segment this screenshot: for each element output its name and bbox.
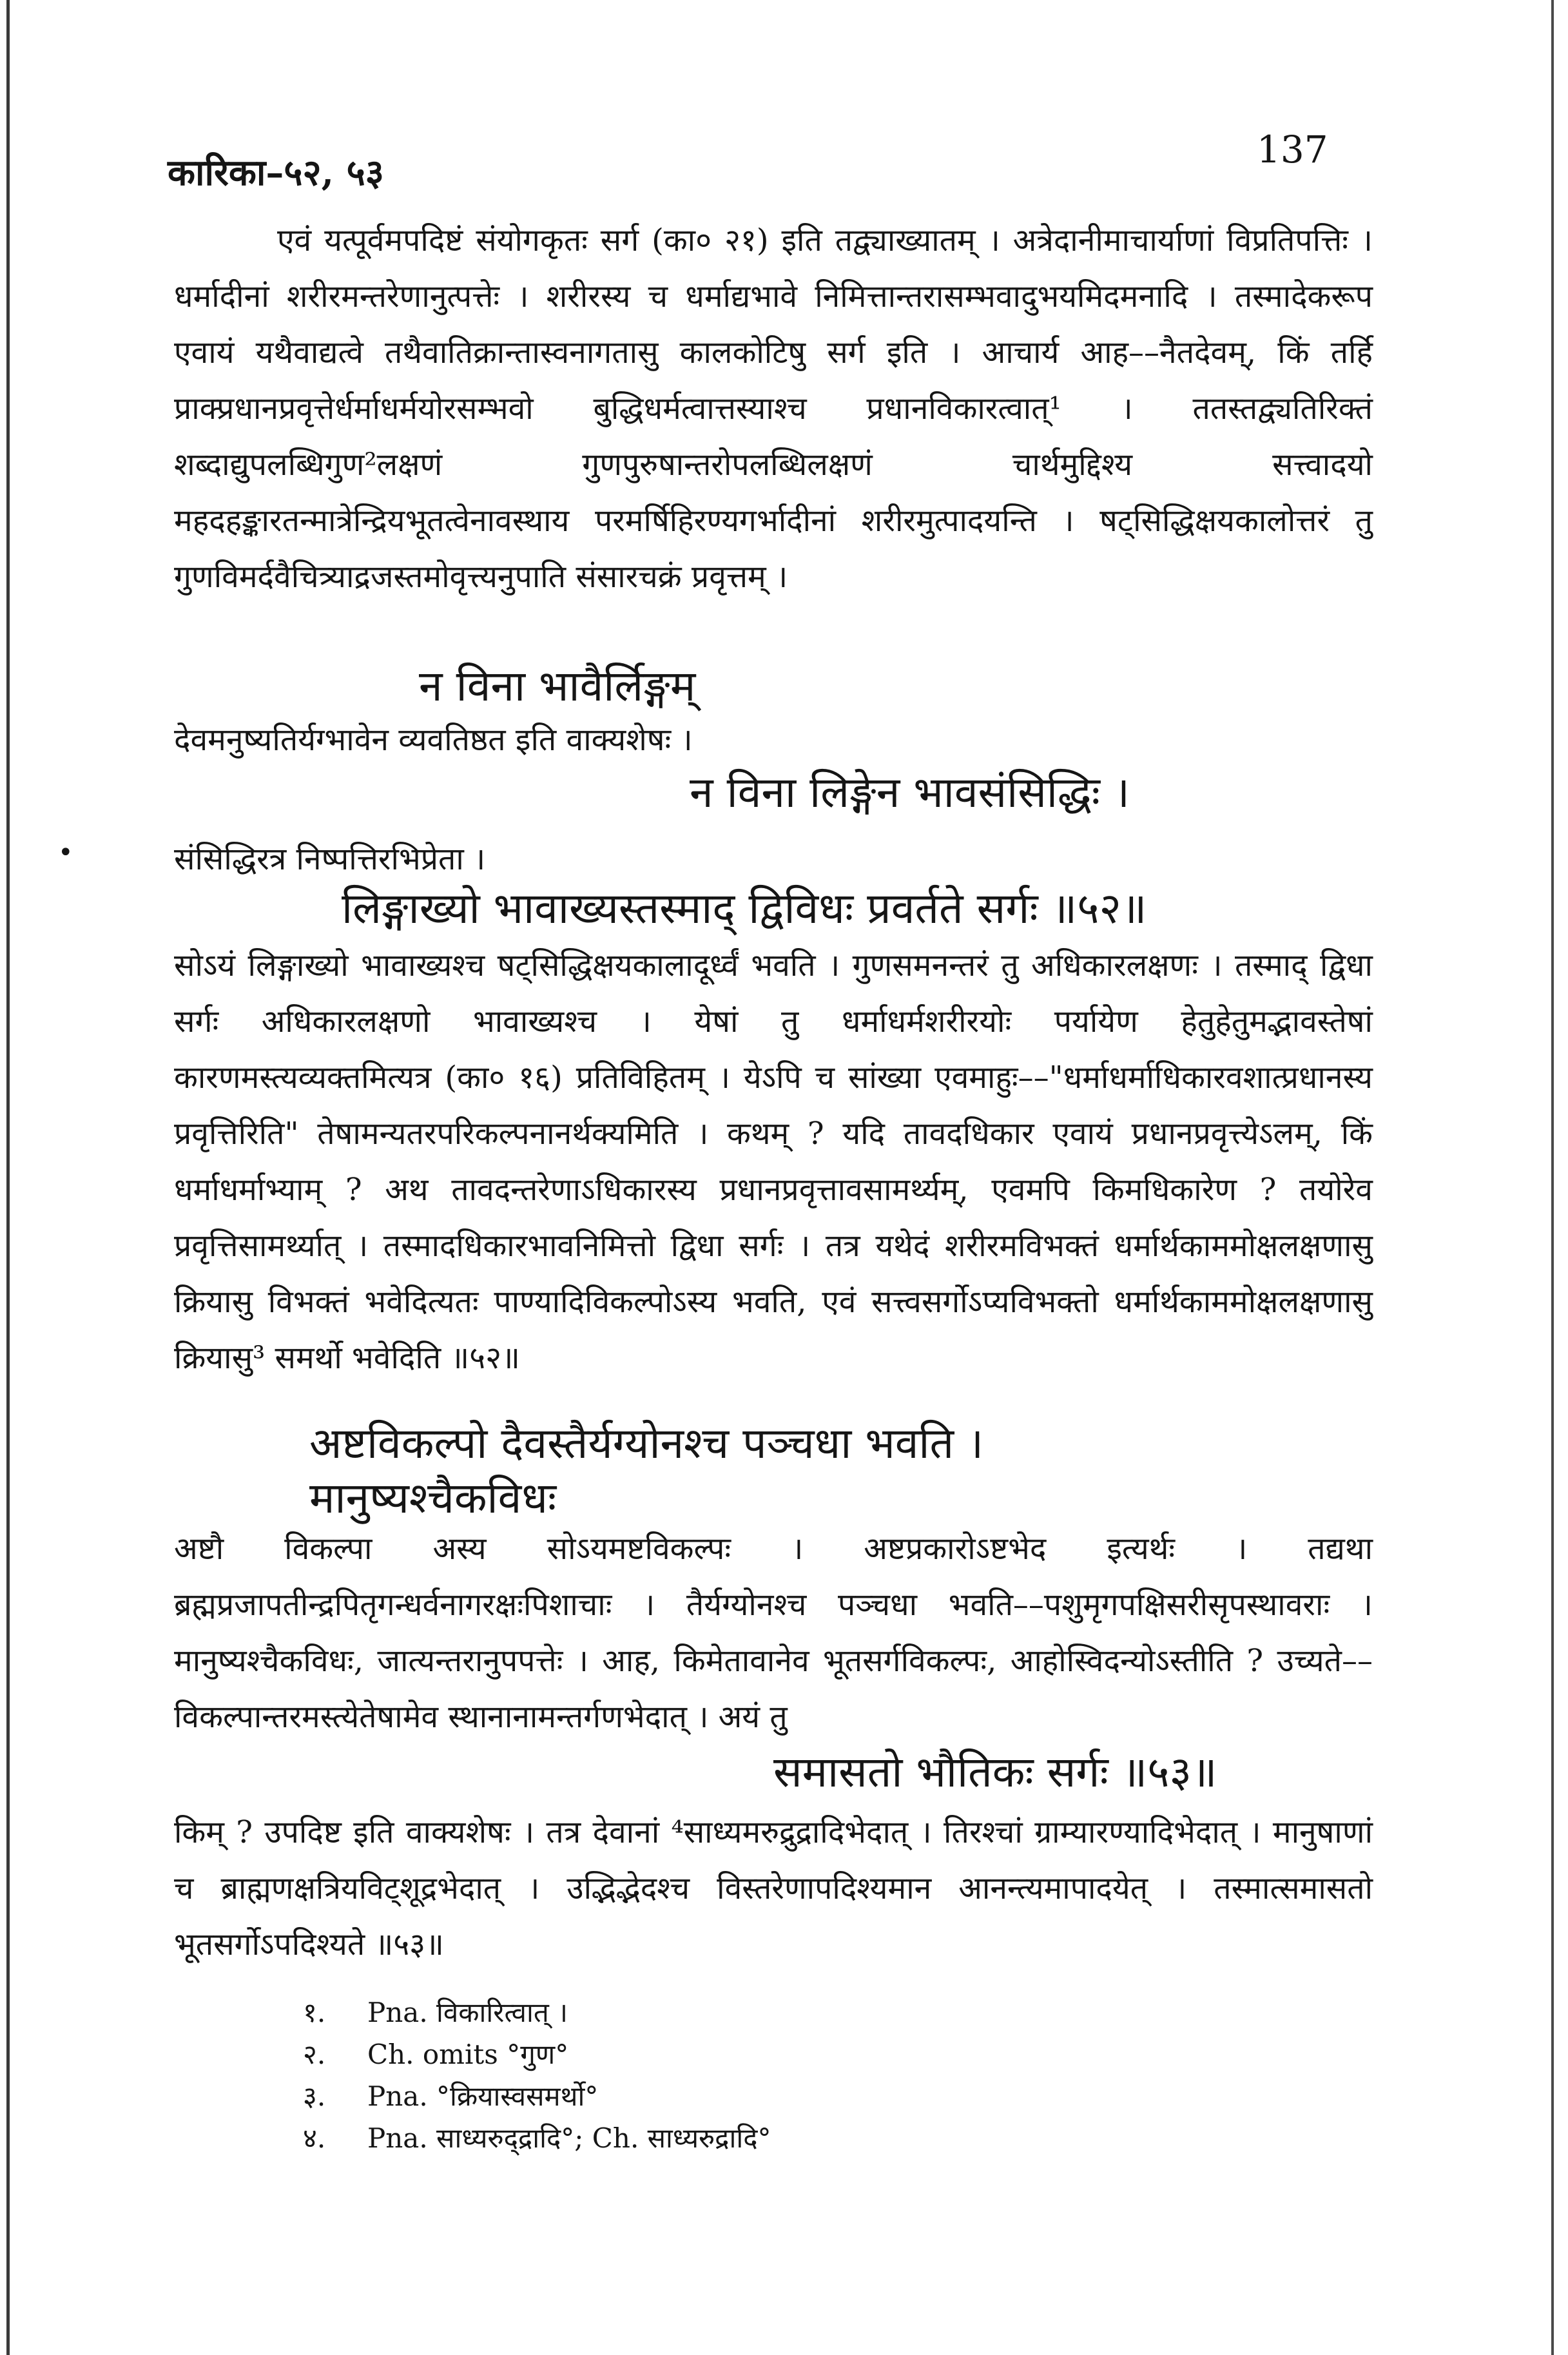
footnote-number: १. xyxy=(303,1997,326,2028)
verse-karika-53: समासतो भौतिकः सर्गः ॥५३॥ xyxy=(773,1747,1217,1797)
verse-na-vina-lingena: न विना लिङ्गेन भावसंसिद्धिः । xyxy=(690,768,1130,817)
footnote-2 xyxy=(303,2033,771,2075)
line-devamanushya: देवमनुष्यतिर्यग्भावेन व्यवतिष्ठत इति वाक्यशेषः । xyxy=(174,722,693,758)
footnote-1 xyxy=(303,1992,771,2033)
paragraph-2: सोऽयं लिङ्गाख्यो भावाख्यश्च षट्सिद्धिक्षयकालादूर्ध्वं भवति । गुणसमनन्तरं तु अधिकारलक्षणः । तस्माद् द्विधा सर्गः अधिकारलक्षणो भावाख्यश्च । येषां तु धर्माधर्मशरीरयोः पर्यायेण हेतुहेतुमद्भावस्तेषां कारणमस्त्यव्यक्तमित्यत्र (का० १६) प्रतिविहितम् । येऽपि च सांख्या एवमाहुः––"धर्माधर्माधिकारवशात्प्रधानस्य प्रवृत्तिरिति" तेषामन्यतरपरिकल्पनानर्थक्यमिति । कथम् ? यदि तावदधिकार एवायं प्रधानप्रवृत्त्येऽलम्, किं धर्माधर्माभ्याम् ? अथ तावदन्तरेणाऽधिकारस्य प्रधानप्रवृत्तावसामर्थ्यम्, एवमपि किमधिकारेण ? तयोरेव प्रवृत्तिसामर्थ्यात् । तस्मादधिकारभावनिमित्तो द्विधा सर्गः । तत्र यथेदं शरीरमविभक्तं धर्मार्थकाममोक्षलक्षणासु क्रियासु विभक्तं भवेदित्यतः पाण्यादिविकल्पोऽस्य भवति, एवं सत्त्वसर्गोऽप्यविभक्तो धर्मार्थकाममोक्षलक्षणासु क्रियासु³ समर्थो भवेदिति ॥५२॥ xyxy=(174,947,1373,1376)
margin-mark: • xyxy=(58,838,73,867)
verse-manushyashcha: मानुष्यश्चैकविधः xyxy=(309,1473,557,1523)
footnote-text: Pna. साध्यरुद्द्रादि°; Ch. साध्यरुद्रादि° xyxy=(367,2122,771,2154)
footnote-text: Pna. °क्रियास्वसमर्थो° xyxy=(367,2080,599,2112)
footnote-number: ४. xyxy=(303,2122,326,2154)
footnote-text: Ch. omits °गुण° xyxy=(367,2039,569,2070)
verse-ashtavikalpo: अष्टविकल्पो दैवस्तैर्यग्योनश्च पञ्चधा भवति । xyxy=(309,1419,984,1468)
paragraph-4: किम् ? उपदिष्ट इति वाक्यशेषः । तत्र देवानां ⁴साध्यमरुद्रुद्रादिभेदात् । तिरश्चां ग्राम्यारण्यादिभेदात् । मानुषाणां च ब्राह्मणक्षत्रियविट्शूद्रभेदात् । उद्भिद्भेदश्च विस्तरेणापदिश्यमान आनन्त्यमापादयेत् । तस्मात्समासतो भूतसर्गोऽपदिश्यते ॥५३॥ xyxy=(174,1814,1373,1963)
page-edge-left xyxy=(6,0,10,2355)
footnotes xyxy=(303,1992,771,2159)
verse-karika-52: लिङ्गाख्यो भावाख्यस्तस्माद् द्विविधः प्रवर्तते सर्गः ॥५२॥ xyxy=(342,884,1147,933)
paragraph-3: अष्टौ विकल्पा अस्य सोऽयमष्टविकल्पः । अष्टप्रकारोऽष्टभेद इत्यर्थः । तद्यथा ब्रह्मप्रजापतीन्द्रपितृगन्धर्वनागरक्षःपिशाचाः । तैर्यग्योनश्च पञ्चधा भवति––पशुमृगपक्षिसरीसृपस्थावराः । मानुष्यश्चैकविधः, जात्यन्तरानुपपत्तेः । आह, किमेतावानेव भूतसर्गविकल्पः, आहोस्विदन्योऽस्तीति ? उच्यते––विकल्पान्तरमस्त्येतेषामेव स्थानानामन्तर्गणभेदात् । अयं तु xyxy=(174,1531,1373,1735)
footnote-3 xyxy=(303,2075,771,2117)
line-samsiddhi: संसिद्धिरत्र निष्पत्तिरभिप्रेता । xyxy=(174,841,486,877)
footnote-text: Pna. विकारित्वात् । xyxy=(367,1997,568,2028)
footnote-number: ३. xyxy=(303,2080,326,2112)
footnote-4 xyxy=(303,2117,771,2159)
page-number: 137 xyxy=(1257,128,1328,171)
running-title: कारिका–५२, ५३ xyxy=(168,151,384,194)
footnote-number: २. xyxy=(303,2039,326,2070)
paragraph-1: एवं यत्पूर्वमपदिष्टं संयोगकृतः सर्ग (का० २१) इति तद्व्याख्यातम् । अत्रेदानीमाचार्याणां विप्रतिपत्तिः । धर्मादीनां शरीरमन्तरेणानुत्पत्तेः । शरीरस्य च धर्माद्यभावे निमित्तान्तरासम्भवादुभयमिदमनादि । तस्मादेकरूप एवायं यथैवाद्यत्वे तथैवातिक्रान्तास्वनागतासु कालकोटिषु सर्ग इति । आचार्य आह––नैतदेवम्, किं तर्हि प्राक्प्रधानप्रवृत्तेर्धर्माधर्मयोरसम्भवो बुद्धिधर्मत्वात्तस्याश्च प्रधानविकारत्वात्¹ । ततस्तद्व्यतिरिक्तं शब्दाद्युपलब्धिगुण²लक्षणं गुणपुरुषान्तरोपलब्धिलक्षणं चार्थमुद्दिश्य सत्त्वादयो महदहङ्कारतन्मात्रेन्द्रियभूतत्वेनावस्थाय परमर्षिहिरण्यगर्भादीनां शरीरमुत्पादयन्ति । षट्सिद्धिक्षयकालोत्तरं तु गुणविमर्दवैचित्र्याद्रजस्तमोवृत्त्यनुपाति संसारचक्रं प्रवृत्तम् । xyxy=(174,222,1373,595)
verse-na-vina-bhavair: न विना भावैर्लिङ्गम् xyxy=(419,661,696,711)
page-edge-right xyxy=(1551,0,1554,2355)
